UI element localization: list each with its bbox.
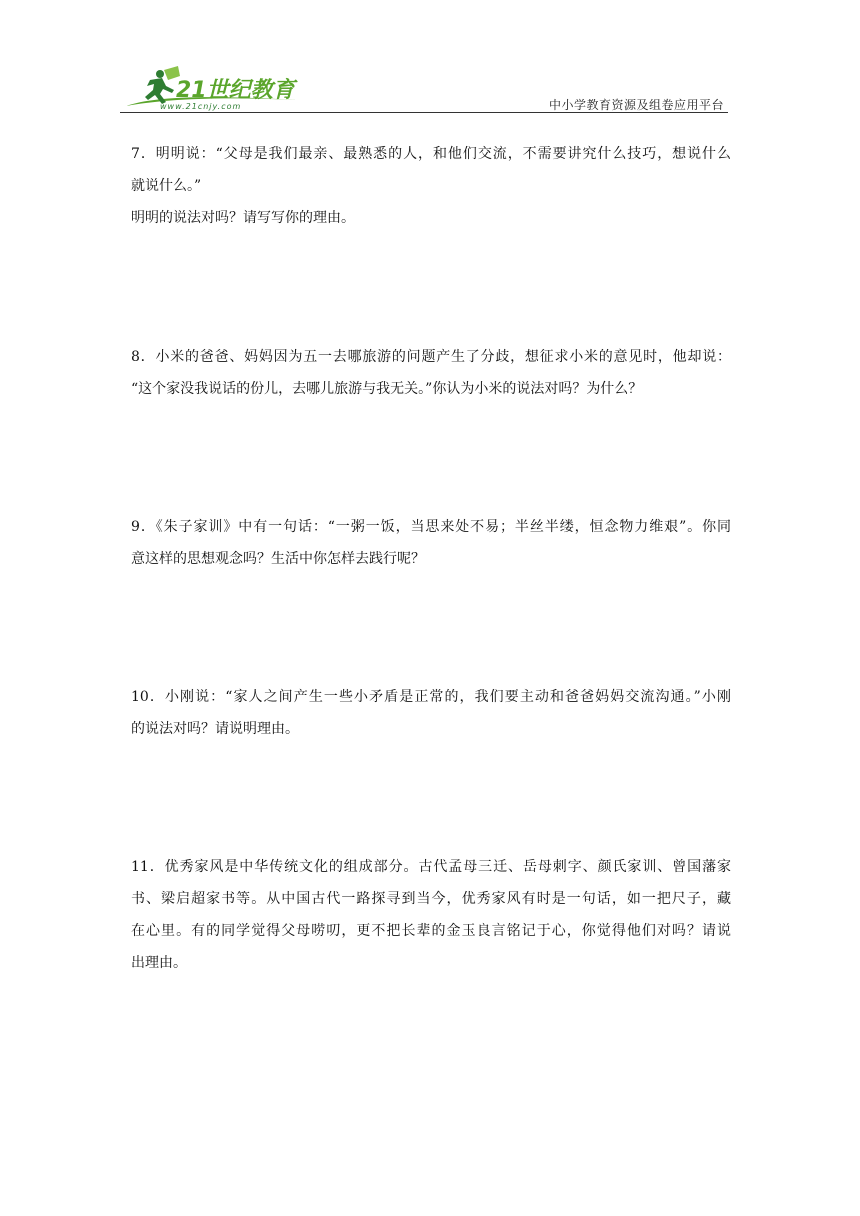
question-line: 10．小刚说：“家人之间产生一些小矛盾是正常的，我们要主动和爸爸妈妈交流沟通。”小刚 [131,689,731,705]
question-line: 9．《朱子家训》中有一句话：“一粥一饭，当思来处不易；半丝半缕，恒念物力维艰”。你同 [131,519,731,535]
question-8 [131,341,731,405]
question-line: 就说什么。” [131,178,202,194]
question-10 [131,681,731,745]
platform-title: 中小学教育资源及组卷应用平台 [548,98,724,112]
question-line: 出理由。 [131,955,187,971]
question-line: 11．优秀家风是中华传统文化的组成部分。古代孟母三迁、岳母刺字、颜氏家训、曾国藩家 [131,859,731,875]
question-11 [131,851,731,979]
question-line: 7．明明说：“父母是我们最亲、最熟悉的人，和他们交流，不需要讲究什么技巧，想说什么 [131,146,731,162]
logo-url-text: www.21cnjy.com [160,102,242,111]
page-header [120,64,728,118]
question-line: 明明的说法对吗？请写写你的理由。 [131,210,355,226]
question-line: 书、梁启超家书等。从中国古代一路探寻到当今，优秀家风有时是一句话，如一把尺子，藏 [131,891,731,907]
question-line: “这个家没我说话的份儿，去哪儿旅游与我无关。”你认为小米的说法对吗？为什么？ [131,381,643,397]
question-line: 意这样的思想观念吗？生活中你怎样去践行呢？ [131,551,425,567]
header-divider [120,112,728,113]
logo [120,64,300,112]
question-7 [131,138,731,234]
question-9 [131,511,731,575]
question-line: 8．小米的爸爸、妈妈因为五一去哪旅游的问题产生了分歧，想征求小米的意见时，他却说： [131,349,731,365]
logo-text: 21世纪教育 [176,78,295,103]
question-line: 的说法对吗？请说明理由。 [131,721,299,737]
question-line: 在心里。有的同学觉得父母唠叨，更不把长辈的金玉良言铭记于心，你觉得他们对吗？请说 [131,923,731,939]
